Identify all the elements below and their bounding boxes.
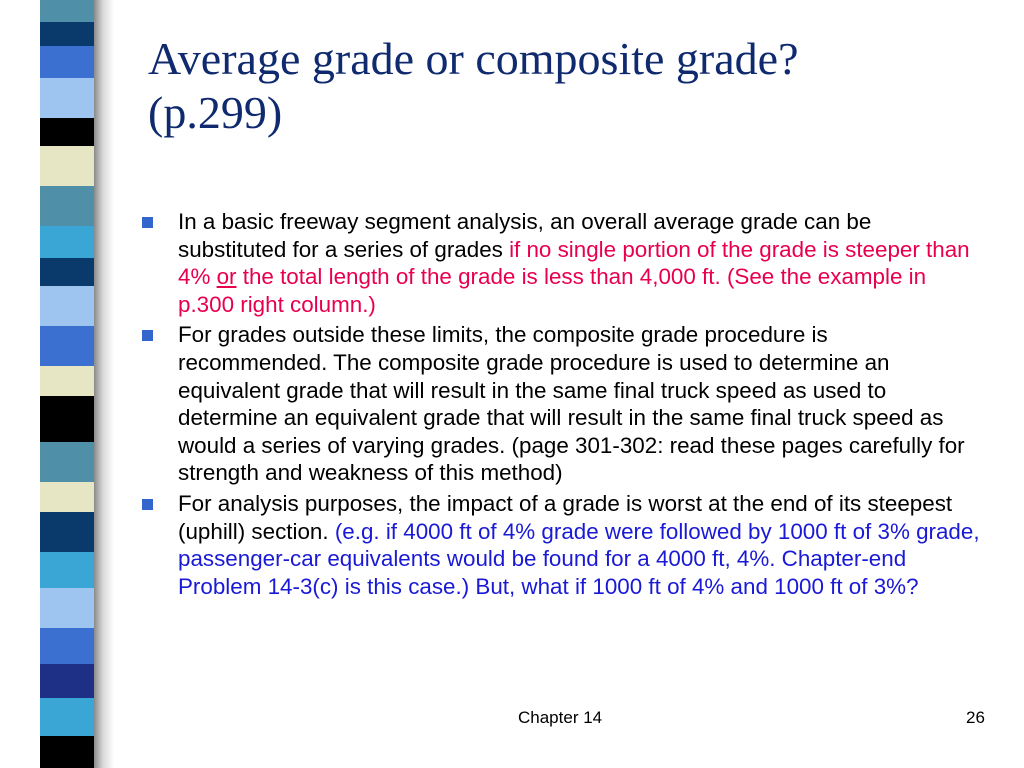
stripe-segment [40, 552, 94, 588]
bullet-list [140, 208, 980, 603]
bullet-text: For grades outside these limits, the composite grade procedure is recommended. The composite grade procedure is used to determine an equivalent grade that will result in the same final truck speed as used to determine an equivalent grade that will result in the same final truck speed as would a series of varying grades. (page 301-302: read these pages carefully for strength and weakness of this method) [178, 322, 965, 486]
title-line-2: (p.299) [148, 87, 283, 138]
stripe-segment [40, 628, 94, 664]
slide-title [148, 32, 1008, 140]
stripe-segment [40, 286, 94, 326]
stripe-segment [40, 736, 94, 768]
bullet-text: For analysis purposes, the impact of a grade is worst at the end of its steepest (uphill) section. [178, 490, 953, 544]
title-line-1: Average grade or composite grade? [148, 33, 799, 84]
stripe-segment [40, 366, 94, 396]
stripe-segment [40, 22, 94, 46]
bullet-highlight-red-or: or [216, 264, 237, 290]
stripe-segment [40, 186, 94, 226]
bullet-highlight-red: if no single portion of the grade is steeper than 4% [178, 236, 970, 290]
stripe-segment [40, 396, 94, 442]
square-bullet-icon [142, 217, 153, 228]
bullet-item [140, 321, 980, 487]
footer-chapter: Chapter 14 [518, 708, 603, 727]
square-bullet-icon [142, 499, 153, 510]
stripe-segment [40, 482, 94, 512]
stripe-shadow [94, 0, 114, 768]
bullet-text: In a basic freeway segment analysis, an overall average grade can be substituted for a series of grades [178, 209, 872, 262]
stripe-segment [40, 118, 94, 146]
stripe-segment [40, 78, 94, 118]
stripe-segment [40, 0, 94, 22]
stripe-segment [40, 146, 94, 186]
square-bullet-icon [142, 330, 153, 341]
stripe-segment [40, 664, 94, 698]
bullet-item [140, 490, 980, 600]
footer-page-number: 26 [966, 708, 985, 727]
stripe-segment [40, 512, 94, 552]
stripe-segment [40, 46, 94, 78]
stripe-segment [40, 442, 94, 482]
bullet-highlight-red: the total length of the grade is less than 4,000 ft. (See the example in p.300 right column.) [178, 264, 927, 317]
stripe-segment [40, 588, 94, 628]
stripe-segment [40, 698, 94, 736]
decorative-stripe-bar [0, 0, 114, 768]
stripe-segment [40, 326, 94, 366]
bullet-item [140, 208, 980, 318]
stripe-segment [40, 226, 94, 258]
bullet-highlight-blue: (e.g. if 4000 ft of 4% grade were followed by 1000 ft of 3% grade, passenger-car equivalents would be found for a 4000 ft, 4%. Chapter-end Problem 14-3(c) is this case.) But, what if 1000 ft of 4% and 1000 ft of 3%? [178, 518, 980, 599]
stripe-segment [40, 258, 94, 286]
